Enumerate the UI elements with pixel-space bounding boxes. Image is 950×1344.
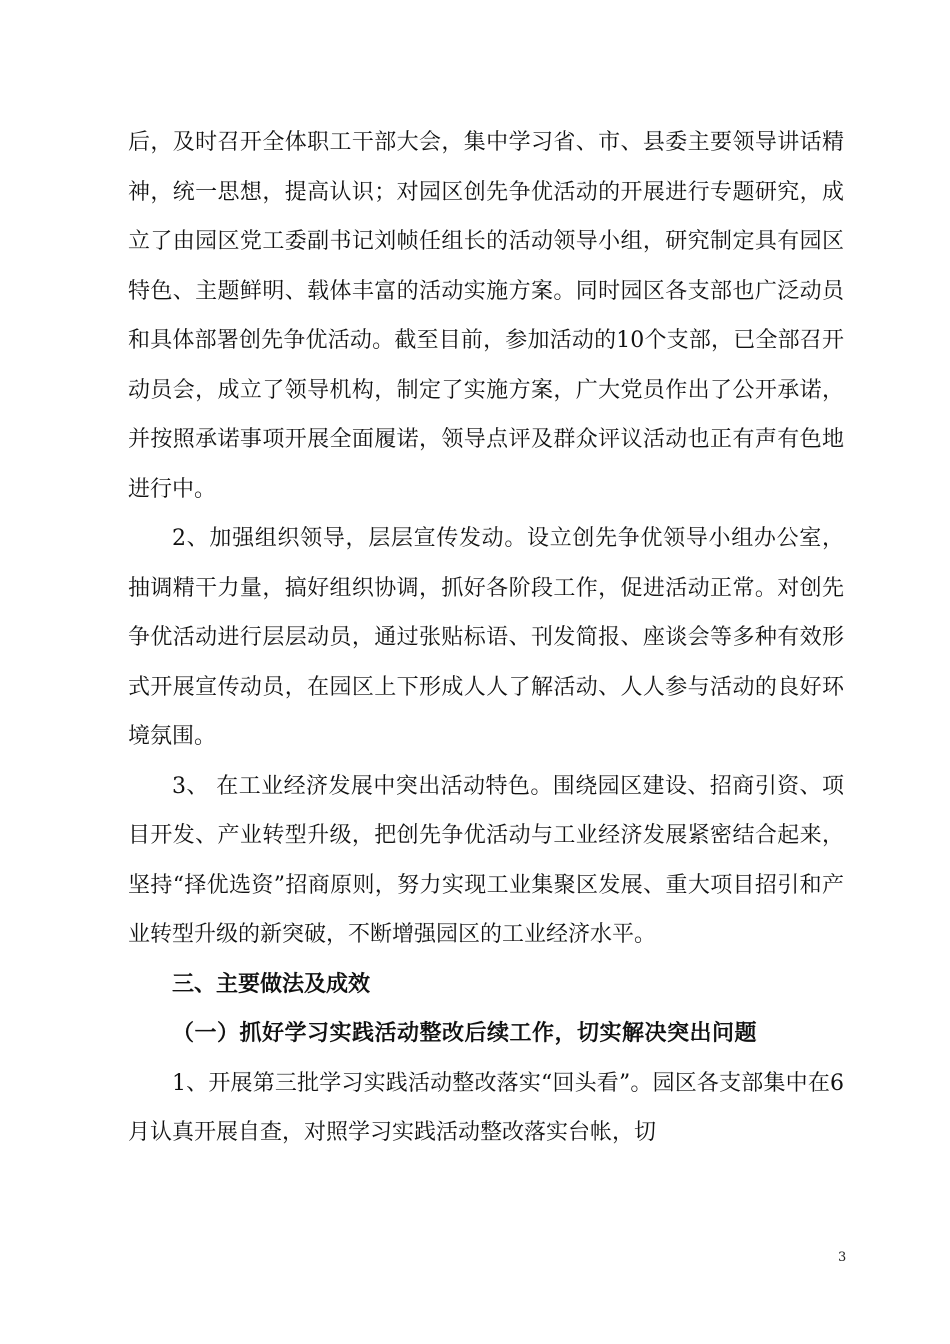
paragraph-item-2: 2、加强组织领导，层层宣传发动。设立创先争优领导小组办公室，抽调精干力量，搞好组织协调，抓好各阶段工作，促进活动正常。对创先争优活动进行层层动员，通过张贴标语、刊发简报、座谈会等多种有效形式开展宣传动员，在园区上下形成人人了解活动、人人参与活动的良好环境氛围。 xyxy=(128,526,844,749)
paragraph-item-1: 1、开展第三批学习实践活动整改落实“回头看”。园区各支部集中在6月认真开展自查，对照学习实践活动整改落实台帐，切 xyxy=(128,1070,844,1145)
subsection-heading: （一）抓好学习实践活动整改后续工作，切实解决突出问题 xyxy=(172,1021,758,1046)
paragraph-continuation: 后，及时召开全体职工干部大会，集中学习省、市、县委主要领导讲话精神，统一思想，提高认识；对园区创先争优活动的开展进行专题研究，成立了由园区党工委副书记刘帧任组长的活动领导小组，研究制定具有园区特色、主题鲜明、载体丰富的活动实施方案。同时园区各支部也广泛动员和具体部署创先争优活动。截至目前，参加活动的10个支部，已全部召开动员会，成立了领导机构，制定了实施方案，广大党员作出了公开承诺，并按照承诺事项开展全面履诺，领导点评及群众评议活动也正有声有色地进行中。 xyxy=(128,130,844,502)
page-number: 3 xyxy=(838,1250,847,1265)
document-body xyxy=(128,118,844,1158)
paragraph-item-3: 3、 在工业经济发展中突出活动特色。围绕园区建设、招商引资、项目开发、产业转型升级，把创先争优活动与工业经济发展紧密结合起来，坚持“择优选资”招商原则，努力实现工业集聚区发展、重大项目招引和产业转型升级的新突破，不断增强园区的工业经济水平。 xyxy=(128,773,844,947)
section-heading: 三、主要做法及成效 xyxy=(172,971,371,997)
